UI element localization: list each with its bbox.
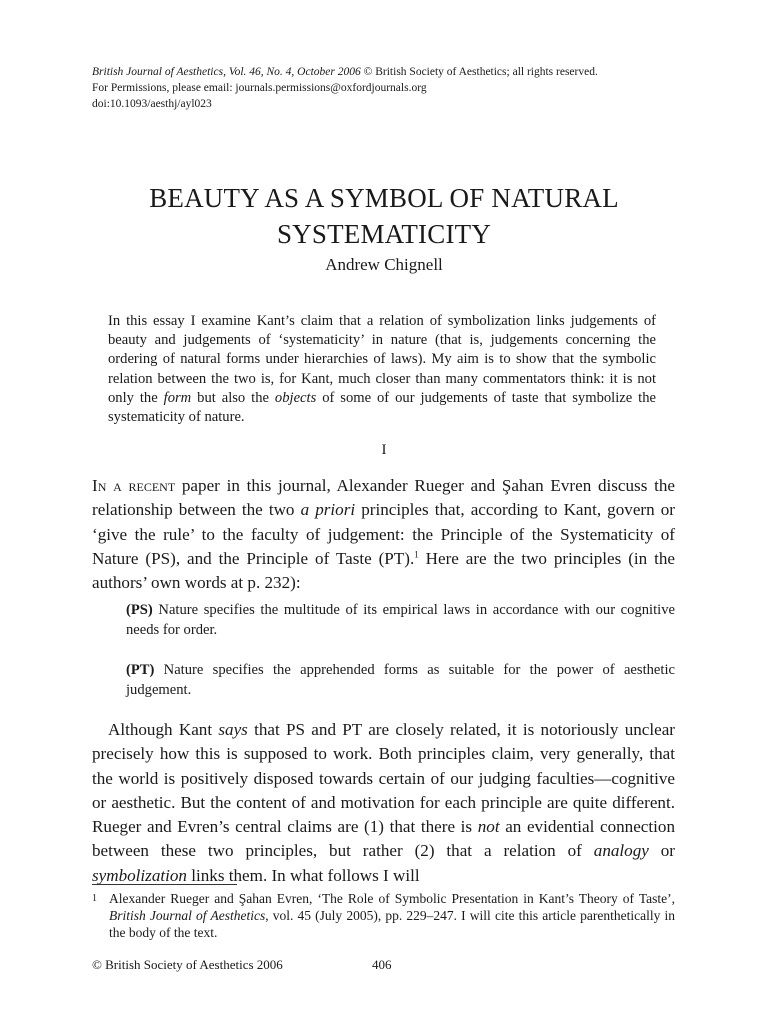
paragraph-text: Here are the two principles (in the authors’ own words at p. 232): — [92, 548, 675, 593]
article-title — [60, 180, 708, 252]
principle-text: Nature specifies the apprehended forms as suitable for the power of aesthetic judgement. — [126, 662, 675, 698]
paragraph-text: or — [648, 841, 675, 861]
section-heading: I — [381, 442, 387, 458]
footnote-number: 1 — [92, 893, 97, 904]
page-number: 406 — [372, 957, 392, 972]
emphasis-not: not — [477, 817, 500, 837]
footer-copyright: © British Society of Aesthetics 2006 — [92, 957, 283, 972]
principle-pt — [126, 661, 675, 700]
emphasis-symbolization: symbolization — [92, 865, 187, 885]
copyright-notice: © British Society of Aesthetics; all rights reserved. — [360, 66, 598, 78]
principle-label: (PS) — [126, 602, 153, 618]
author-name: Andrew Chignell — [325, 255, 443, 274]
abstract-text: but also the — [191, 389, 275, 406]
abstract-emphasis-objects: objects — [274, 389, 317, 406]
footnote-segment: Alexander Rueger and Şahan Evren, ‘The Role of Symbolic Presentation in Kant’s Theory of Taste’, — [109, 891, 675, 906]
emphasis-analogy: analogy — [593, 841, 649, 861]
abstract-emphasis-form: form — [163, 389, 192, 406]
footnote — [92, 890, 675, 941]
abstract — [108, 312, 656, 427]
paragraph-text: links them. In what follows I will — [186, 865, 420, 885]
emphasis-a-priori: a priori — [300, 500, 356, 520]
paragraph-text: principles that, according to Kant, govern or ‘give the rule’ to the faculty of judgement: the Principle of the Systematicity of Nature (PS), and the Principle of Taste (PT). — [92, 500, 675, 568]
footnote-reference[interactable]: 1 — [414, 549, 419, 560]
principle-ps — [126, 601, 675, 640]
paragraph-lead: In a recent — [92, 476, 176, 495]
permissions-line: For Permissions, please email: journals.permissions@oxfordjournals.org — [92, 82, 427, 94]
paragraph-text: paper in this journal, Alexander Rueger and Şahan Evren discuss the relationship between the two — [92, 476, 675, 520]
title-line-2: SYSTEMATICITY — [276, 219, 492, 249]
journal-citation: British Journal of Aesthetics, Vol. 46, No. 4, October 2006 — [92, 66, 361, 78]
footnote-divider — [92, 884, 237, 885]
body-paragraph-1 — [92, 474, 675, 595]
principle-label: (PT) — [126, 662, 155, 678]
principle-text: Nature specifies the multitude of its empirical laws in accordance with our cognitive needs for order. — [126, 602, 675, 638]
abstract-text: In this essay I examine Kant’s claim that a relation of symbolization links judgements of beauty and judgements of ‘systematicity’ in nature (that is, judgements concerning the ordering of natural forms under hierarchies of laws). My aim is to show that the symbolic relation between the two is, for Kant, much closer than many commentators think: it is not only the — [108, 313, 656, 406]
doi-line: doi:10.1093/aesthj/ayl023 — [92, 98, 212, 110]
citation-line — [92, 64, 682, 80]
footnote-segment: , vol. 45 (July 2005), pp. 229–247. I will cite this article parenthetically in the body of the text. — [109, 908, 675, 940]
emphasis-says: says — [218, 720, 248, 739]
abstract-text: of some of our judgements of taste that symbolize the systematicity of nature. — [108, 389, 656, 426]
footnote-journal-title: British Journal of Aesthetics — [109, 908, 266, 923]
body-paragraph-2 — [92, 718, 675, 888]
title-line-1: BEAUTY AS A SYMBOL OF NATURAL — [149, 183, 619, 213]
journal-header — [92, 64, 682, 112]
paragraph-text: Although Kant — [108, 720, 219, 739]
paragraph-text: an evidential connection between these two principles, but rather (2) that a relation of — [92, 817, 675, 861]
paragraph-text: that PS and PT are closely related, it is notoriously unclear precisely how this is supposed to work. Both principles claim, very generally, that the world is positively disposed towards certain of our judging faculties—cognitive or aesthetic. But the content of and motivation for each principle are quite different. Rueger and Evren’s central claims are (1) that there is — [92, 720, 675, 837]
footnote-text — [109, 890, 675, 941]
